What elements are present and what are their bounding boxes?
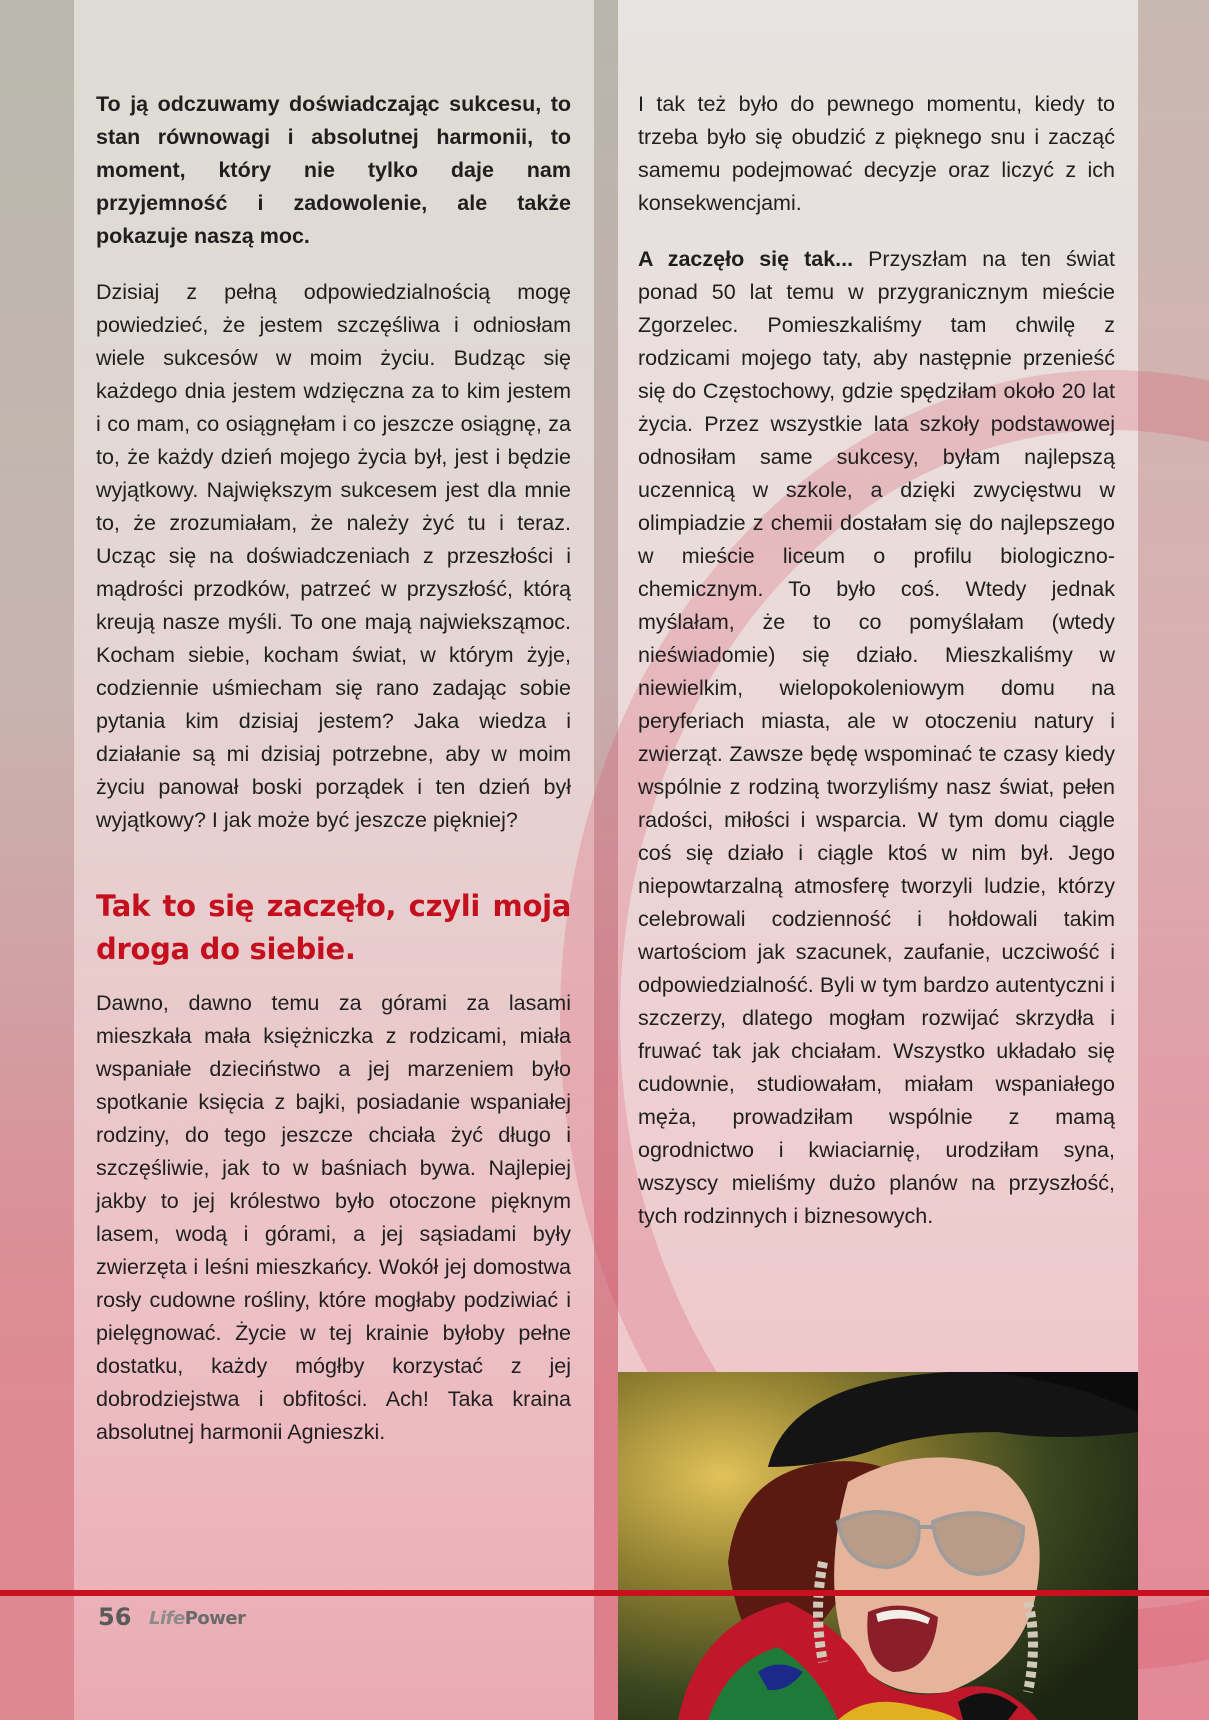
body-paragraph: Dawno, dawno temu za górami za lasami mieszkała mała księżniczka z rodzicami, miała wspaniałe dzieciństwo a jej marzeniem było spotkanie księcia z bajki, posiadanie wspaniałej rodziny, do tego jeszcze chciała żyć długo i szczęśliwie, jak to w baśniach bywa. Najlepiej jakby to jej królestwo było otoczone pięknym lasem, wodą i górami, a jej sąsiadami były zwierzęta i leśni mieszkańcy. Wokół jej domostwa rosły cudowne rośliny, które mogłaby podziwiać i pielęgnować. Życie w tej krainie byłoby pełne dostatku, każdy mógłby korzystać z jej dobrodziejstwa i obfitości. Ach! Taka kraina absolutnej harmonii Agnieszki. [96,991,571,1444]
left-column [96,88,571,1449]
body-paragraph: I tak też było do pewnego momentu, kiedy to trzeba było się obudzić z pięknego snu i zacząć samemu podejmować decyzje oraz liczyć z ich konsekwencjami. [638,92,1115,215]
runin-text: Przyszłam na ten świat ponad 50 lat temu w przygranicznym mieście Zgorzelec. Pomieszkaliśmy tam chwilę z rodzicami mojego taty, aby następnie przenieść się do Częstochowy, gdzie spędziłam około 20 lat życia. Przez wszystkie lata szkoły podstawowej odnosiłam same sukcesy, byłam najlepszą uczennicą w szkole, a dzięki zwycięstwu w olimpiadzie z chemii dostałam się do najlepszego w mieście liceum o profilu biologiczno-chemicznym. To było coś. Wtedy jednak myślałam, że to co pomyślałam (wtedy nieświadomie) się działo. Mieszkaliśmy w niewielkim, wielopokoleniowym domu na peryferiach miasta, ale w otoczeniu natury i zwierząt. Zawsze będę wspominać te czasy kiedy wspólnie z rodziną tworzyliśmy nasz świat, pełen radości, miłości i wsparcia. W tym domu ciągle coś się działo i ciągle ktoś w nim był. Jego niepowtarzalną atmosferę tworzyli ludzie, którzy celebrowali codzienność i hołdowali takim wartościom jak szacunek, zaufanie, uczciwość i odpowiedzialność. Byli w tym bardzo autentyczni i szczerzy, dlatego mogłam rozwijać skrzydła i fruwać tak jak chciałam. Wszystko układało się cudownie, studiowałam, miałam wspaniałego męża, prowadziłam wspólnie z mamą ogrodnictwo i kwiaciarnię, urodziłam syna, wszyscy mieliśmy dużo planów na przyszłość, tych rodzinnych i biznesowych. [638,247,1115,1228]
brand-logo-power: Power [184,1608,246,1629]
brand-logo [149,1608,245,1629]
body-paragraph [638,243,1115,1233]
lead-paragraph: To ją odczuwamy doświadczając sukcesu, to stan równowagi i absolutnej harmonii, to moment, który nie tylko daje nam przyjemność i zadowolenie, ale także pokazuje naszą moc. [96,92,571,248]
brand-logo-life: Life [149,1608,185,1629]
footer-red-line [0,1590,1209,1596]
body-paragraph: Dzisiaj z pełną odpowiedzialnością mogę powiedzieć, że jestem szczęśliwa i odniosłam wiele sukcesów w moim życiu. Budząc się każdego dnia jestem wdzięczna za to kim jestem i co mam, co osiągnęłam i co jeszcze osiągnę, za to, że każdy dzień mojego życia był, jest i będzie wyjątkowy. Największym sukcesem jest dla mnie to, że zrozumiałam, że należy żyć tu i teraz. Ucząc się na doświadczeniach z przeszłości i mądrości przodków, patrzeć w przyszłość, którą kreują nasze myśli. To one mają najwieksząmoc. Kocham siebie, kocham świat, w którym żyje, codziennie uśmiecham się rano zadając sobie pytania kim dzisiaj jestem? Jaka wiedza i działanie są mi dzisiaj potrzebne, aby w moim życiu panował boski porządek i ten dzień był wyjątkowy? I jak może być jeszcze piękniej? [96,280,571,832]
background-stripe-left [0,0,74,1720]
right-column [638,88,1115,1233]
section-heading: Tak to się zaczęło, czyli moja droga do siebie. [96,889,571,966]
page-number: 56 [98,1603,132,1631]
runin-heading: A zaczęło się tak... [638,247,854,271]
woman-hat-sunglasses-icon [618,1372,1138,1720]
portrait-photo [618,1372,1138,1720]
